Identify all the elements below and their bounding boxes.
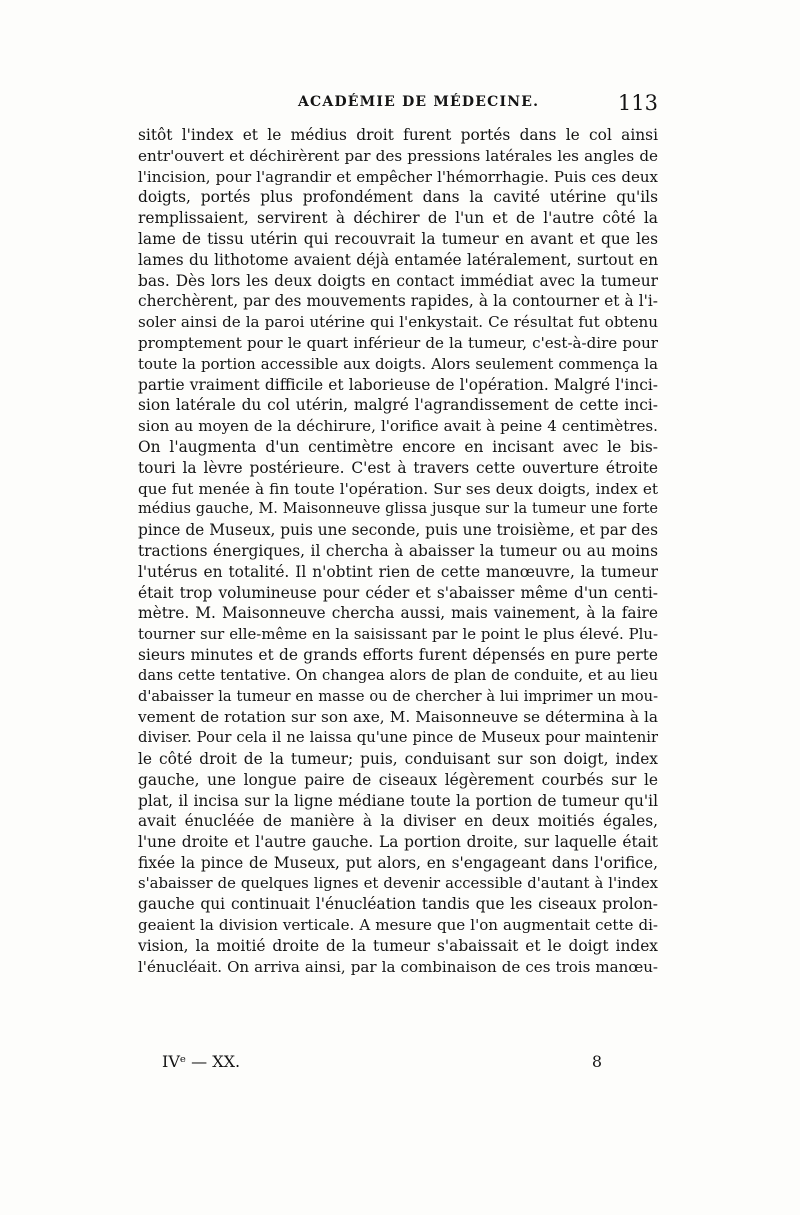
text-line: remplissaient, servirent à déchirer de l'un et de l'autre côté la xyxy=(138,209,658,228)
text-line: sieurs minutes et de grands efforts furent dépensés en pure perte xyxy=(138,645,658,664)
text-line: avait énucléée de manière à la diviser en deux moitiés égales, xyxy=(138,812,658,831)
text-line: vision, la moitié droite de la tumeur s'abaissait et le doigt index xyxy=(138,937,658,956)
text-line: entr'ouvert et déchirèrent par des pressions latérales les angles de xyxy=(138,146,658,165)
text-line: le côté droit de la tumeur; puis, conduisant sur son doigt, index xyxy=(138,749,658,768)
text-line: pince de Museux, puis une seconde, puis une troisième, et par des xyxy=(138,521,658,540)
text-line: s'abaisser de quelques lignes et devenir accessible d'autant à l'index xyxy=(138,874,658,892)
text-line: gauche qui continuait l'énucléation tandis que les ciseaux prolon- xyxy=(138,895,658,914)
text-line: était trop volumineuse pour céder et s'abaisser même d'un centi- xyxy=(138,583,658,602)
text-line: sitôt l'index et le médius droit furent portés dans le col ainsi xyxy=(138,126,658,144)
text-line: l'une droite et l'autre gauche. La portion droite, sur laquelle était xyxy=(138,833,658,852)
text-line: lames du lithotome avaient déjà entamée latéralement, surtout en xyxy=(138,250,658,269)
text-line: bas. Dès lors les deux doigts en contact immédiat avec la tumeur xyxy=(138,271,658,290)
text-line: soler ainsi de la paroi utérine qui l'enkystait. Ce résultat fut obtenu xyxy=(138,313,658,332)
running-head-title: ACADÉMIE DE MÉDECINE. xyxy=(298,94,540,110)
body-text xyxy=(138,125,658,978)
text-line: fixée la pince de Museux, put alors, en s'engageant dans l'orifice, xyxy=(138,853,658,872)
text-line: gauche, une longue paire de ciseaux légèrement courbés sur le xyxy=(138,770,658,789)
running-head xyxy=(138,91,658,120)
text-line: sion latérale du col utérin, malgré l'agrandissement de cette inci- xyxy=(138,396,658,415)
text-line: l'utérus en totalité. Il n'obtint rien de cette manœuvre, la tumeur xyxy=(138,562,658,581)
text-line: On l'augmenta d'un centimètre encore en incisant avec le bis- xyxy=(138,437,658,456)
text-line: touri la lèvre postérieure. C'est à travers cette ouverture étroite xyxy=(138,458,658,477)
text-line: mètre. M. Maisonneuve chercha aussi, mais vainement, à la faire xyxy=(138,604,658,623)
page-footer xyxy=(162,1052,602,1076)
text-line: geaient la division verticale. A mesure que l'on augmentait cette di- xyxy=(138,916,658,935)
text-line: que fut menée à fin toute l'opération. Sur ses deux doigts, index et xyxy=(138,479,658,498)
text-line: doigts, portés plus profondément dans la cavité utérine qu'ils xyxy=(138,188,658,207)
text-line: médius gauche, M. Maisonneuve glissa jusque sur la tumeur une forte xyxy=(138,501,658,518)
text-line: promptement pour le quart inférieur de la tumeur, c'est-à-dire pour xyxy=(138,333,658,352)
text-line: plat, il incisa sur la ligne médiane toute la portion de tumeur qu'il xyxy=(138,791,658,810)
text-line: l'incision, pour l'agrandir et empêcher l'hémorrhagie. Puis ces deux xyxy=(138,167,658,186)
signature-mark: IVᵉ — XX. xyxy=(162,1052,241,1071)
text-line: partie vraiment difficile et laborieuse de l'opération. Malgré l'inci- xyxy=(138,375,658,394)
text-line: cherchèrent, par des mouvements rapides, à la contourner et à l'i- xyxy=(138,292,658,311)
text-line: vement de rotation sur son axe, M. Maisonneuve se détermina à la xyxy=(138,708,658,727)
page-number: 113 xyxy=(617,91,658,115)
text-line: dans cette tentative. On changea alors de plan de conduite, et au lieu xyxy=(138,666,658,684)
text-line: tourner sur elle-même en la saisissant par le point le plus élevé. Plu- xyxy=(138,625,658,644)
sheet-number: 8 xyxy=(591,1052,602,1071)
text-line: sion au moyen de la déchirure, l'orifice avait à peine 4 centimètres. xyxy=(138,417,658,436)
text-line: l'énucléait. On arriva ainsi, par la combinaison de ces trois manœu- xyxy=(138,957,658,976)
text-line: tractions énergiques, il chercha à abaisser la tumeur ou au moins xyxy=(138,541,658,560)
text-line: lame de tissu utérin qui recouvrait la tumeur en avant et que les xyxy=(138,229,658,248)
text-line: d'abaisser la tumeur en masse ou de chercher à lui imprimer un mou- xyxy=(138,687,658,705)
text-line: diviser. Pour cela il ne laissa qu'une pince de Museux pour maintenir xyxy=(138,729,658,747)
text-line: toute la portion accessible aux doigts. Alors seulement commença la xyxy=(138,354,658,373)
